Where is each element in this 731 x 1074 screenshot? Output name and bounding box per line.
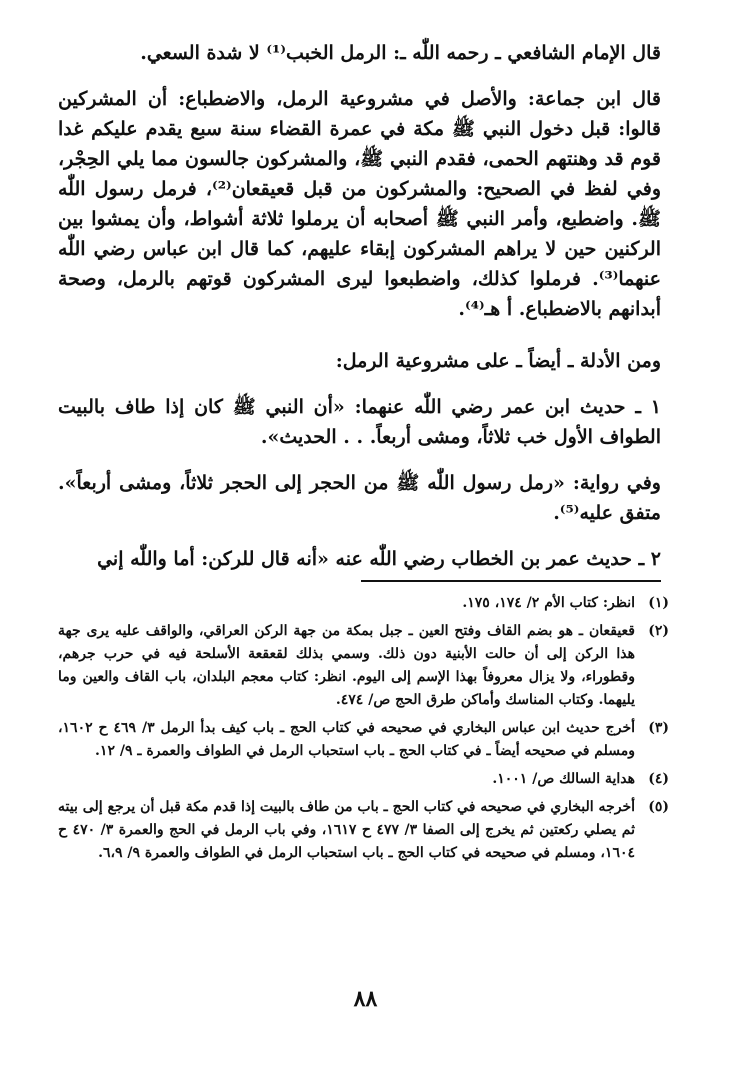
paragraph-hadith-ibn-umar: ١ ـ حديث ابن عمر رضي اللّٰه عنهما: «أن النبي ﷺ كان إذا طاف بالبيت الطواف الأول خب ثلاثاً، ومشى أربعاً. . . الحديث». [58, 396, 661, 448]
page-number: ٨٨ [353, 986, 378, 1012]
footnote-divider [361, 580, 661, 582]
spacer [58, 452, 661, 468]
footnote-item [58, 717, 669, 763]
spacer [58, 528, 661, 544]
footnote-number: (٤) [648, 771, 669, 787]
spacer [58, 324, 661, 346]
footnote-item [58, 620, 669, 712]
footnote-number: (١) [648, 595, 669, 611]
footnote-item [58, 768, 669, 791]
footnote-text: أخرج حديث ابن عباس البخاري في صحيحه في كتاب الحج ـ باب كيف بدأ الرمل ٣/ ٤٦٩ ح ١٦٠٢، ومسلم في صحيحه أيضاً ـ في كتاب الحج ـ باب استحباب الرمل في الطواف والعمرة ـ ٩/ ١٢. [58, 720, 635, 759]
footnote-number: (٢) [648, 623, 669, 639]
footnotes [58, 592, 669, 870]
paragraph-riwayah: وفي رواية: «رمل رسول اللّٰه ﷺ من الحجر إلى الحجر ثلاثاً، ومشى أربعاً». متفق عليه⁽⁵⁾. [58, 472, 661, 524]
footnote-text: انظر: كتاب الأم ٢/ ١٧٤، ١٧٥. [462, 595, 635, 611]
footnote-number: (٥) [648, 799, 669, 815]
paragraph-hadith-umar: ٢ ـ حديث عمر بن الخطاب رضي اللّٰه عنه «أنه قال للركن: أما واللّٰه إني [97, 548, 661, 570]
footnote-text: قعيقعان ـ هو بضم القاف وفتح العين ـ جبل بمكة من جهة الركن العراقي، والواقف عليه يرى جهة هذا الركن إلى أن حالت الأبنية دون ذلك. وسمي بذلك لقعقعة الأسلحة فيه في حرب جرهم، وقطوراء، ولا يزال معروفاً بهذا الإسم إلى اليوم. انظر: كتاب معجم البلدان، باب القاف والعين وما يليهما. وكتاب المناسك وأماكن طرق الحج ص/ ٤٧٤. [58, 623, 635, 708]
main-text [58, 38, 661, 574]
spacer [58, 68, 661, 84]
footnote-text: هداية السالك ص/ ١٠٠١. [492, 771, 635, 787]
paragraph-shafii-quote: قال الإمام الشافعي ـ رحمه اللّٰه ـ: الرمل الخبب⁽¹⁾ لا شدة السعي. [140, 42, 661, 64]
footnote-text: أخرجه البخاري في صحيحه في كتاب الحج ـ باب من طاف بالبيت إذا قدم مكة قبل أن يرجع إلى بيته ثم يصلي ركعتين ثم يخرج إلى الصفا ٣/ ٤٧٧ ح ١٦١٧، وفي باب الرمل في الحج والعمرة ٣/ ٤٧٠ ح ١٦٠٤، ومسلم في صحيحه في كتاب الحج ـ باب استحباب الرمل في الطواف والعمرة ٩/ ٦،٩. [58, 799, 635, 861]
spacer [58, 376, 661, 392]
footnote-number: (٣) [648, 720, 669, 736]
footnote-item [58, 592, 669, 615]
footnote-item [58, 796, 669, 865]
section-heading: ومن الأدلة ـ أيضاً ـ على مشروعية الرمل: [335, 350, 661, 372]
paragraph-ibn-jamaah: قال ابن جماعة: والأصل في مشروعية الرمل، والاضطباع: أن المشركين قالوا: قبل دخول النبي ﷺ مكة في عمرة القضاء سنة سبع يقدم عليكم غدا قوم قد وهنتهم الحمى، فقدم النبي ﷺ، والمشركون جالسون مما يلي الحِجْر، وفي لفظ في الصحيح: والمشركون من قبل قعيقعان⁽²⁾، فرمل رسول اللّٰه ﷺ. واضطبع، وأمر النبي ﷺ أصحابه أن يرملوا ثلاثة أشواط، وأن يمشوا بين الركنين حين لا يراهم المشركون إبقاء عليهم، كما قال ابن عباس رضي اللّٰه عنهما⁽³⁾. فرملوا كذلك، واضطبعوا ليرى المشركون قوتهم بالرمل، وصحة أبدانهم بالاضطباع. أ هـ⁽⁴⁾. [58, 88, 661, 320]
